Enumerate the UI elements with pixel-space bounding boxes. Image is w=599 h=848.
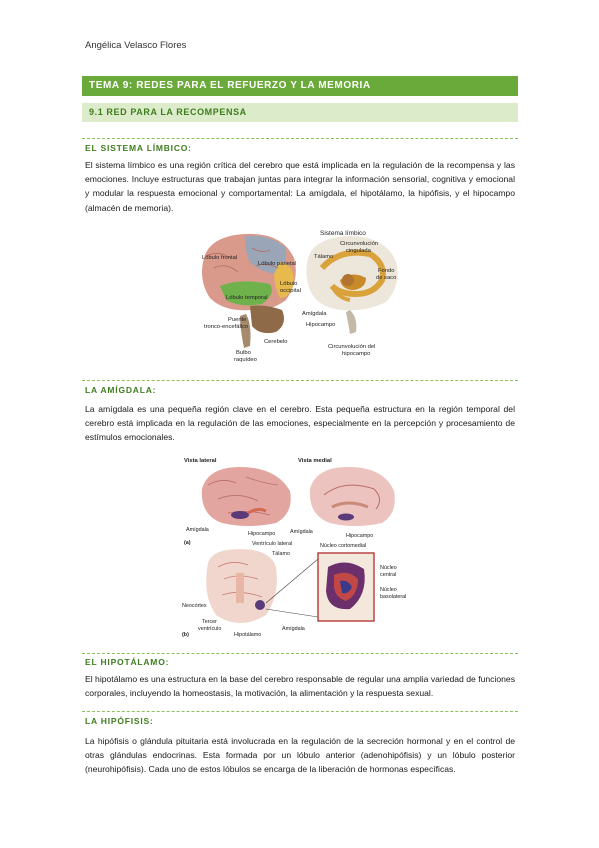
label-lobulo-occipital-2: occipital <box>280 288 301 294</box>
label-amigdala-lateral: Amígdala <box>186 527 209 533</box>
heading-sistema-limbico: EL SISTEMA LÍMBICO: <box>85 143 192 153</box>
label-amigdala-medial: Amígdala <box>290 529 313 535</box>
paragraph-hipotalamo: El hipotálamo es una estructura en la base del cerebro responsable de regular una amplia variedad de funciones corporales, incluyendo la homeostasis, la motivación, la alimentación y la respuesta sexual. <box>85 674 515 699</box>
label-sistema-limbico: Sistema límbico <box>320 230 366 237</box>
label-lobulo-frontal: Lóbulo frontal <box>202 255 238 261</box>
section-title: 9.1 RED PARA LA RECOMPENSA <box>82 103 518 122</box>
figure-brain-lobes-limbic <box>190 228 410 370</box>
label-talamo-fig2: Tálamo <box>272 551 290 557</box>
section-divider <box>82 653 518 654</box>
lateral-view-brain <box>202 467 291 526</box>
label-amigdala-fig1: Amígdala <box>302 311 327 317</box>
heading-hipofisis: LA HIPÓFISIS: <box>85 716 154 726</box>
label-bulbo: Bulbo <box>236 350 251 356</box>
label-hipocampo-2: hipocampo <box>342 351 371 357</box>
label-vista-medial: Vista medial <box>298 458 332 464</box>
label-lobulo-occipital: Lóbulo <box>280 281 298 287</box>
label-lobulo-temporal: Lóbulo temporal <box>226 295 268 301</box>
label-vista-lateral: Vista lateral <box>184 458 217 464</box>
label-panel-a: (a) <box>184 540 191 546</box>
label-hipocampo-lateral: Hipocampo <box>248 531 276 537</box>
label-nucleo-basolateral-2: basolateral <box>380 594 407 600</box>
author-name: Angélica Velasco Flores <box>85 40 187 51</box>
label-tercer: Tercer <box>202 619 217 625</box>
label-hipotalamo-fig2: Hipotálamo <box>234 632 262 638</box>
label-cerebelo: Cerebelo <box>264 339 288 345</box>
label-amigdala-coronal: Amígdala <box>282 626 305 632</box>
label-ventriculo: ventrículo <box>198 626 222 632</box>
label-nucleo-central-2: central <box>380 572 397 578</box>
coronal-slice-illustration <box>206 549 318 623</box>
paragraph-hipofisis: La hipófisis o glándula pituitaria está involucrada en la regulación de la secreción hormonal y en el control de otras glándulas endocrinas. Esta formada por un lóbulo anterior (adenohipófisis) y un lóbulo posterior (neurohipófisis). Cada uno de estos lóbulos se encarga de la liberación de hormonas específicas. <box>85 736 515 775</box>
label-nucleo-cortomedial: Núcleo cortomedial <box>320 543 367 549</box>
label-fondo: Fondo <box>378 268 395 274</box>
medial-view-brain <box>310 467 395 526</box>
label-circunvolucion-hipocampo: Circunvolución del <box>328 344 376 350</box>
paragraph-amigdala: La amígdala es una pequeña región clave en el cerebro. Esta pequeña estructura en la región temporal del cerebro está implicada en la regulación de las emociones, especialmente en la percepción y procesamiento de estímulos emocionales. <box>85 404 515 443</box>
label-ventriculo-lateral: Ventrículo lateral <box>252 541 293 547</box>
label-nucleo-basolateral: Núcleo <box>380 587 397 593</box>
amygdala-nuclei-inset <box>318 553 374 621</box>
section-divider <box>82 711 518 712</box>
heading-amigdala: LA AMÍGDALA: <box>85 385 157 395</box>
label-de-saco: de saco <box>376 275 397 281</box>
label-panel-b: (b) <box>182 632 189 638</box>
label-lobulo-parietal: Lóbulo parietal <box>258 261 297 267</box>
figure-amigdala-views <box>178 455 418 645</box>
chapter-title: TEMA 9: REDES PARA EL REFUERZO Y LA MEMORIA <box>82 76 518 96</box>
label-talamo: Tálamo <box>314 254 334 260</box>
label-raquideo: raquídeo <box>234 357 257 363</box>
label-circunvolucion: Circunvolución <box>340 241 379 247</box>
label-hipocampo-medial: Hipocampo <box>346 533 374 539</box>
section-divider <box>82 138 518 139</box>
label-puente: Puente <box>228 317 247 323</box>
heading-hipotalamo: EL HIPOTÁLAMO: <box>85 657 170 667</box>
label-neocortex: Neocórtex <box>182 603 207 609</box>
label-tronco-encefalico: tronco-encefálico <box>204 324 249 330</box>
label-nucleo-central: Núcleo <box>380 565 397 571</box>
label-hipocampo-fig1: Hipocampo <box>306 322 336 328</box>
label-cingulada: cingulada <box>346 248 371 254</box>
paragraph-sistema-limbico: El sistema límbico es una región crítica del cerebro que está implicada en la regulación de la recompensa y las emociones. Incluye estructuras que trabajan juntas para integrar la información sensorial, cognitiva y emocional y modular la respuesta emocional y comportamental: La amígdala, el hipotálamo, la hipófisis, y el hipocampo (almacén de memoria). <box>85 160 515 213</box>
section-divider <box>82 380 518 381</box>
